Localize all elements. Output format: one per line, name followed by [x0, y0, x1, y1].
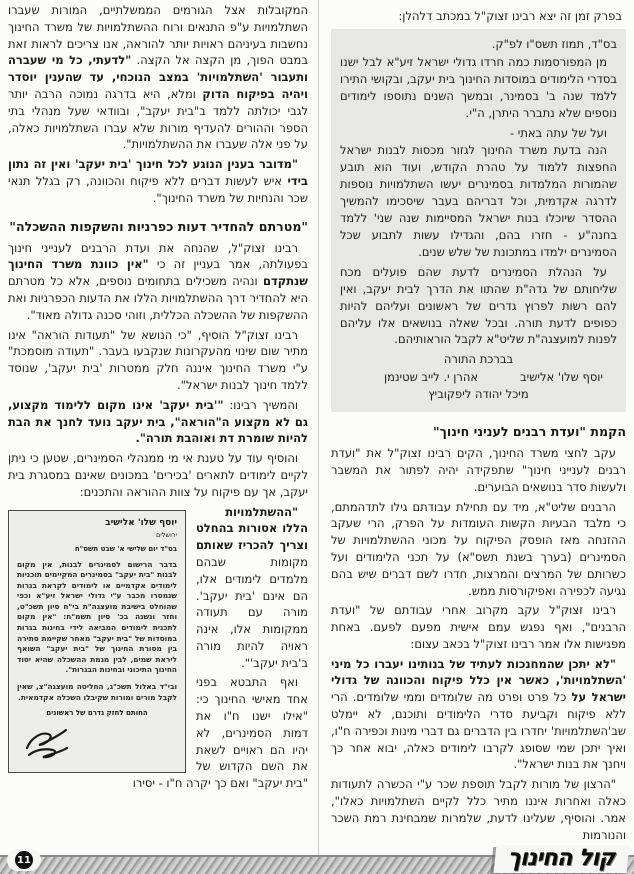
article-paragraph	[8, 397, 308, 447]
rabbinic-letter-box	[331, 29, 626, 412]
signature-scribble-icon	[21, 724, 73, 762]
article-paragraph: רבינו זצוק"ל עקב מקרוב אחרי עבודתם של "ועדת הרבנים", ואף נפגש עמם אישית מפעם לפעם. באחת מפגישות אלו אמר רבינו זצוק"ל בכאב עצום:	[331, 603, 626, 651]
paragraph-lead: המקובלות אצל הגורמים הממשלתיים, המורות שעברו השתלמויות ע"פ התנאים ורוח ההשתלמויות של משרד החינוך נחשבות בעיניהם ראויות יותר להוראה, אנו צריכים לראות זאת במבט הפוך, מן הקצה אל הקצה.	[8, 3, 309, 68]
page-number: 11	[15, 851, 33, 869]
publication-logo: קול החינוך	[506, 845, 619, 871]
article-paragraph-quote	[8, 156, 308, 206]
quote-rest-segment: איש לעשות דברים ללא פיקוח והכוונה, רק בגלל תנאי שכר והנחיות של משרד החינוך".	[8, 173, 308, 205]
handwritten-signature	[17, 722, 177, 768]
quote-bold-segment: "ההשתלמויות הללו אסורות בהחלט וצריך להכריז שאותם	[196, 504, 308, 553]
quote-rest-segment: כל פרט ופרט מה שלומדים וממי שלומדים. הרי ללא פיקוח וקביעת סדרי הלימודים ותוכנם, לא יימלט שב'השתלמויות' יחדרו בין הדברים גם דברי מינות וכפירה ח"ו, ואיך יתכן שמי שסופג לקרבו לימודים כאלה, יבוא אחר כך ויחנך את בנות ישראל".	[331, 690, 626, 772]
paragraph-lead: והמשיך רבינו:	[223, 397, 298, 412]
letter-paragraph: מן המפורסמות כמה חרדו גדולי ישראל זיע"א לבל ישנו בסדרי הלימודים במוסדות החינוך בית יעקב, ובקושי התירו ללמד שנה ב' בסמינר, ובמשך השנים נתוספו לימודים נוספים שלא נתברר היתרן, ה"י.	[340, 54, 617, 120]
article-paragraph: הרבנים שליט"א, מיד עם תחילת עבודתם גילו לתדהמתם, כי מלבד הבעיות הקשות העומדות על הפרק, הרי שעקב ההזנחה מאז הופסק הפיקוח על מכוני ההשתלמויות של הסמינרים (בערך בשנת תשס"א) על תכני הלימודים ועל כשרותם של המרצים והמרצות, חדרו לשם דברים שיש בהם נגיעה לכפירה ואפיקורסות ממש.	[331, 499, 626, 598]
inset-date-line: בס"ד יום שלישי א' שבט תשס"ח	[74, 544, 177, 553]
quote-rest-segment: ונהיה משכילים בתחומים נוספים, אלא כל מטרתם היא להחדיר דרך ההשתלמויות הללו את הדעות הכפרניות ואת ההשקפות של ההשכלה הכללית, וזוהי סכנה גדולה מאוד".	[8, 274, 308, 322]
quote-rest-segment: ומלא, היא בדרגה נמוכה הרבה יותר לגבי יכולתה ללמד ב"בית יעקב", ובוודאי שעל מנהלי בתי הספר וההורים להעדיף מורות שלא עברו השתלמויות כאלה, על פני אלה שעברו את ההשתלמויות".	[8, 86, 308, 152]
left-column	[0, 0, 318, 858]
article-paragraph: והוסיף עוד על טענת אי מי ממנהלי הסמינרים, שטען כי ניתן לקיים לימודים לתארים 'בכירים' במכונים שאינם במסגרת בית יעקב, אך עם פיקוח על צוות ההוראה והתכנים:	[8, 451, 308, 499]
letter-paragraph: הנה בדעת משרד החינוך לגזור מכסות לבנות ישראל החפצות ללמוד על טהרת הקודש, ועוד הוא תובע שהמורות המלמדות בסמינרים יעשו השתלמויות נוספות לדרגה אקדמית, וכל דבריהם בעבר שיסכימו להמשיך ההסדר שיוכלו בנות ישראל המסיימות שנה שני' ללמד בחנה"ע - חזרו בהם, והגדילו עשות לתבוע שכל הסמינרים ילמדו במתכונת של שלש שנים.	[340, 143, 617, 259]
quote-bold-segment: "לא יתכן שהמחנכות לעתיד של בנותינו יעברו כל מיני 'השתלמויות', כאשר אין כלל פיקוח והכוונה של גדולי ישראל על	[331, 656, 626, 705]
signature-left: אהרן י. לייב שטינמן	[384, 370, 479, 385]
article-paragraph: ואף התבטא בפני אחד מאישי החינוך כי: "אילו ישנו ח"ו את דמות הסמינרים, לא יהיו הם ראויים לשאת את השם הקדוש של "בית יעקב" ואם כך יקרה ח"ו - יסירו	[132, 675, 308, 791]
article-paragraph	[8, 2, 308, 153]
quote-bold-segment: "מדובר בענין הנוגע לכל חינוך 'בית יעקב' ואין זה נתון בידי	[8, 157, 308, 188]
article-paragraph: רבינו זצוק"ל הוסיף, "כי הנושא של "תעודות הוראה" אינו מתיר שום שינוי מהעקרונות שנקבעו בעבר. "תעודה מוסמכת" ע"י משרד החינוך איננה חלק ממטרות 'בית יעקב', שנוסד ללמד חינוך לבנות ישראל".	[8, 327, 308, 392]
article-paragraph-quote	[331, 656, 626, 774]
inset-body-paragraph: בדבר הרישום לסמינרים לבנות, אין מקום לבנות "בית יעקב" בסמינרים המקיימים תוכניות לימודים אקדמיים או לימודים לקראת בגרות שנמסרו מכבר ע"י גדולי ישראל זיע"א וכפי שהוחלט בישיבת מועצגה"ת בי"ח סיון תשכ"ט, וחזר ונשנה בכ' סיון תשמ"ח: "אין מקום לתכנית לימודים המביאה לידי בחינות בגרות במוסדות של "בית יעקב" מאחר שקיימת סתירה בין מסורת החינוך של "בית יעקב" השואף ליראת שמים, לבין מגמת ההשכלה שהיא יסוד החינוך התיכוני ובחינות הבגרות".	[17, 559, 177, 675]
page-number-badge	[7, 849, 41, 871]
inset-author-city: ירושלים	[156, 530, 177, 539]
quote-rest-segment: מקומות שבהם מלמדים לימודים אלו, הם אינם 'בית יעקב'. מורה עם תעודה ממקומות אלו, אינה ראויה להיות מורה ב'בית יעקב'".	[196, 554, 308, 670]
signature-center: מיכל יהודה ליפקוביץ	[428, 387, 529, 402]
signature-right: יוסף שלו' אלישיב	[520, 370, 603, 385]
letter-intro-line: בפרק זמן זה יצא רבינו זצוק"ל במכתב דלהלן:	[398, 9, 622, 23]
elyashiv-letter-inset-box	[8, 510, 186, 774]
section-heading-heresy: "מטרתם להחדיר דעות כפרניות והשקפות ההשכלה"	[9, 218, 308, 234]
inset-author-name: יוסף שלו' אלישיב	[105, 517, 177, 528]
right-column	[318, 0, 634, 858]
paragraph-lead: רבינו זצוק"ל, שהנחה את ועדת הרבנים לענייני חינוך בפעולתה, אמר בעניין זה כי	[8, 240, 308, 272]
quote-bold-segment: "'בית יעקב' אינו מקום ללימוד מקצוע, גם לא מקצוע ה"הוראה", בית יעקב נועד לחנך את הבת להיות שומרת דת ואוהבת תורה".	[8, 397, 308, 446]
letter-signatures	[340, 369, 617, 386]
inset-body-paragraph: ובי"ד באלול תשכ"ג, החליטה מועצגה"צ, שאין לקבל מורים ומורות שקיבלו השכלה אקדמאית.	[17, 682, 177, 702]
section-heading-committee: הקמת "ועדת רבנים לעניני חינוך"	[433, 424, 626, 440]
letter-paragraph: על הנהלת הסמינרים לדעת שהם פועלים מכח שליחותם של גדה"ת שהתוו את הדרך לבית יעקב, ואין להם רשות לפרוץ גדרים של ראשונים ועליהם להיות כפופים לדעת תורה. ובכל שאלה בנושאים אלו עליהם לפנות למועצגה"ת שליט"א לקבל הוראותיהם.	[340, 264, 617, 347]
letter-closing: בברכת התורה	[443, 352, 514, 367]
quote-bold-segment: "אין כוונת משרד החינוך שנתקדם	[8, 257, 308, 289]
quote-bold-segment: "לדעתי, כל מי שעברה ותעבור 'השתלמויות' במצב הנוכחי, עד שהענין יוסדר ויהיה בפיקוח הדוק	[8, 53, 309, 101]
article-paragraph: "הרצון של מורות לקבל תוספת שכר ע"י הכשרה לתעודות כאלה ואחרות איננו מתיר כלל לקיים השתלמויות כאלו", אמר. והוסיף, שעלינו לדעת, שלמרות שמבחינת רמת השכר והנורמות	[331, 777, 626, 842]
inset-seal-line: החותם לחזק גדרם של ראשונים	[46, 709, 148, 718]
publication-logo-ribbon	[494, 845, 630, 873]
letter-date-line: בס"ד, תמוז תשס"ו לפ"ק.	[491, 37, 617, 51]
letter-transition-line: ועל של עתה באתי -	[509, 125, 607, 140]
article-paragraph	[8, 240, 308, 324]
article-paragraph: עקב לחצי משרד החינוך, הקים רבינו זצוק"ל את "ועדת רבנים לענייני חינוך" שתפקידה יהיה לפתור את המשבר ולעשות סדר בנושאים הבוערים.	[331, 446, 626, 494]
